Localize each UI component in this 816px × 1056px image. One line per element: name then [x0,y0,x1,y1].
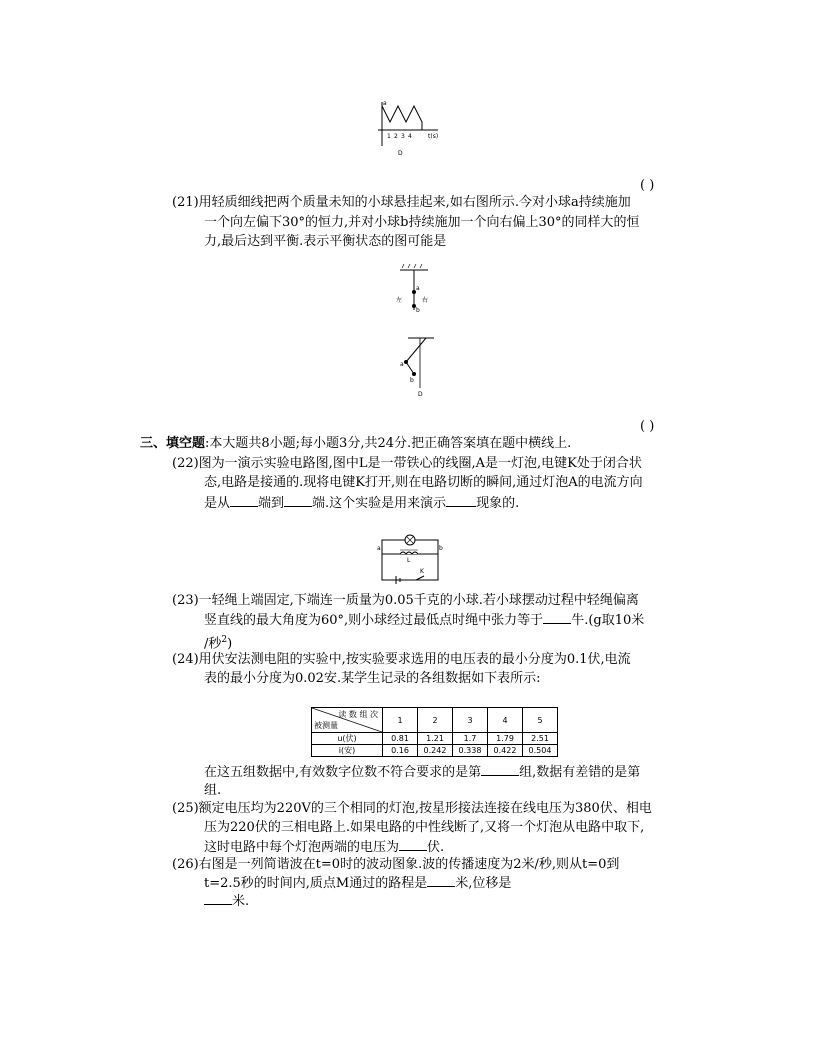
q22-line3: 是从 端到 端.这个实验是用来演示 现象的. [204,493,519,514]
q26-line1: (26)右图是一列简谐波在t=0时的波动图象.波的传播速度为2米/秒,则从t=0到 [172,857,620,872]
table-corner-header: 读 数 组 次 被测量 [312,708,383,733]
q26-line2: t=2.5秒的时间内,质点M通过的路程是 米,位移是 [204,873,511,894]
graph-axis-label: a [383,100,387,107]
table-row: u(伏) 0.81 1.21 1.7 1.79 2.51 [312,733,558,745]
graph-tick: t(s) [428,133,439,140]
q22-line2: 态,电路是接通的.现将电键K打开,则在电路切断的瞬间,通过灯泡A的电流方向 [204,475,643,490]
answer-blank[interactable] [284,493,312,507]
circuit-label-K: K [420,568,424,575]
q26-line3: 米. [204,891,249,912]
graph-caption: D [398,150,403,157]
q21-line2: 一个向左偏下30°的恒力,并对小球b持续施加一个向右偏上30°的同样大的恒 [204,215,640,230]
q24-line4: 组. [204,783,222,798]
left-label: 左 [396,297,403,304]
graph-tick: 3 [401,133,405,140]
graph-tick: 2 [394,133,398,140]
graph-tick: 1 [387,133,391,140]
answer-paren-q21: ( ) [640,419,655,434]
answer-blank[interactable] [399,837,427,851]
q21-line1: (21)用轻质细线把两个质量未知的小球悬挂起来,如右图所示.今对小球a持续施加 [172,195,631,210]
ball-a2-label: a [400,361,404,368]
table-row: i(安) 0.16 0.242 0.338 0.422 0.504 [312,745,558,757]
section-3-instructions: :本大题共8小题;每小题3分,共24分.把正确答案填在题中横线上. [205,436,572,451]
answer-blank[interactable] [543,610,571,624]
q24-line2: 表的最小分度为0.02安.某学生记录的各组数据如下表所示: [204,671,541,686]
circuit-diagram [376,526,446,586]
answer-blank[interactable] [230,493,258,507]
q23-line2: 竖直线的最大角度为60°,则小球经过最低点时绳中张力等于 牛.(g取10米 [204,610,644,631]
circuit-label-L: L [407,557,411,564]
answer-blank[interactable] [204,891,232,905]
answer-blank[interactable] [427,873,455,887]
section-3-title: 三、填空题 [140,436,206,451]
figure-d-label: D [418,391,423,398]
ball-b-label: b [416,307,420,314]
table-col-header: 5 [523,708,558,733]
circuit-label-a: a [377,545,381,552]
table-col-header: 4 [488,708,523,733]
q25-line3: 这时电路中每个灯泡两端的电压为 伏. [204,837,444,858]
graph-tick: 4 [408,133,412,140]
q21-line3: 力,最后达到平衡.表示平衡状态的图可能是 [204,234,447,249]
q25-line1: (25)额定电压均为220V的三个相同的灯泡,按星形接法连接在线电压为380伏、相电 [172,801,652,816]
section-3-heading [140,434,571,454]
q23-line3: /秒$^2$) [204,635,233,652]
q24-line1: (24)用伏安法测电阻的实验中,按实验要求选用的电压表的最小分度为0.1伏,电流 [172,652,631,667]
balls-figure [390,262,440,400]
table-col-header: 1 [383,708,418,733]
q25-line2: 压为220伏的三相电路上.如果电路的中性线断了,又将一个灯泡从电路中取下, [204,820,645,835]
answer-blank[interactable] [446,493,476,507]
top-graph-figure [374,96,444,158]
table-col-header: 3 [453,708,488,733]
ball-b2-label: b [410,377,414,384]
measurement-table [311,707,558,757]
right-label: 右 [422,297,429,304]
answer-blank[interactable] [481,762,519,776]
q23-line1: (23)一轻绳上端固定,下端连一质量为0.05千克的小球.若小球摆动过程中轻绳偏离 [172,593,639,608]
ball-a-label: a [416,285,420,292]
circuit-label-b: b [439,545,443,552]
q24-line3: 在这五组数据中,有效数字位数不符合要求的是第 组,数据有差错的是第 [204,762,640,783]
answer-paren-q20: ( ) [640,178,655,193]
q22-line1: (22)图为一演示实验电路图,图中L是一带铁心的线圈,A是一灯泡,电键K处于闭合状 [172,456,642,471]
table-col-header: 2 [418,708,453,733]
